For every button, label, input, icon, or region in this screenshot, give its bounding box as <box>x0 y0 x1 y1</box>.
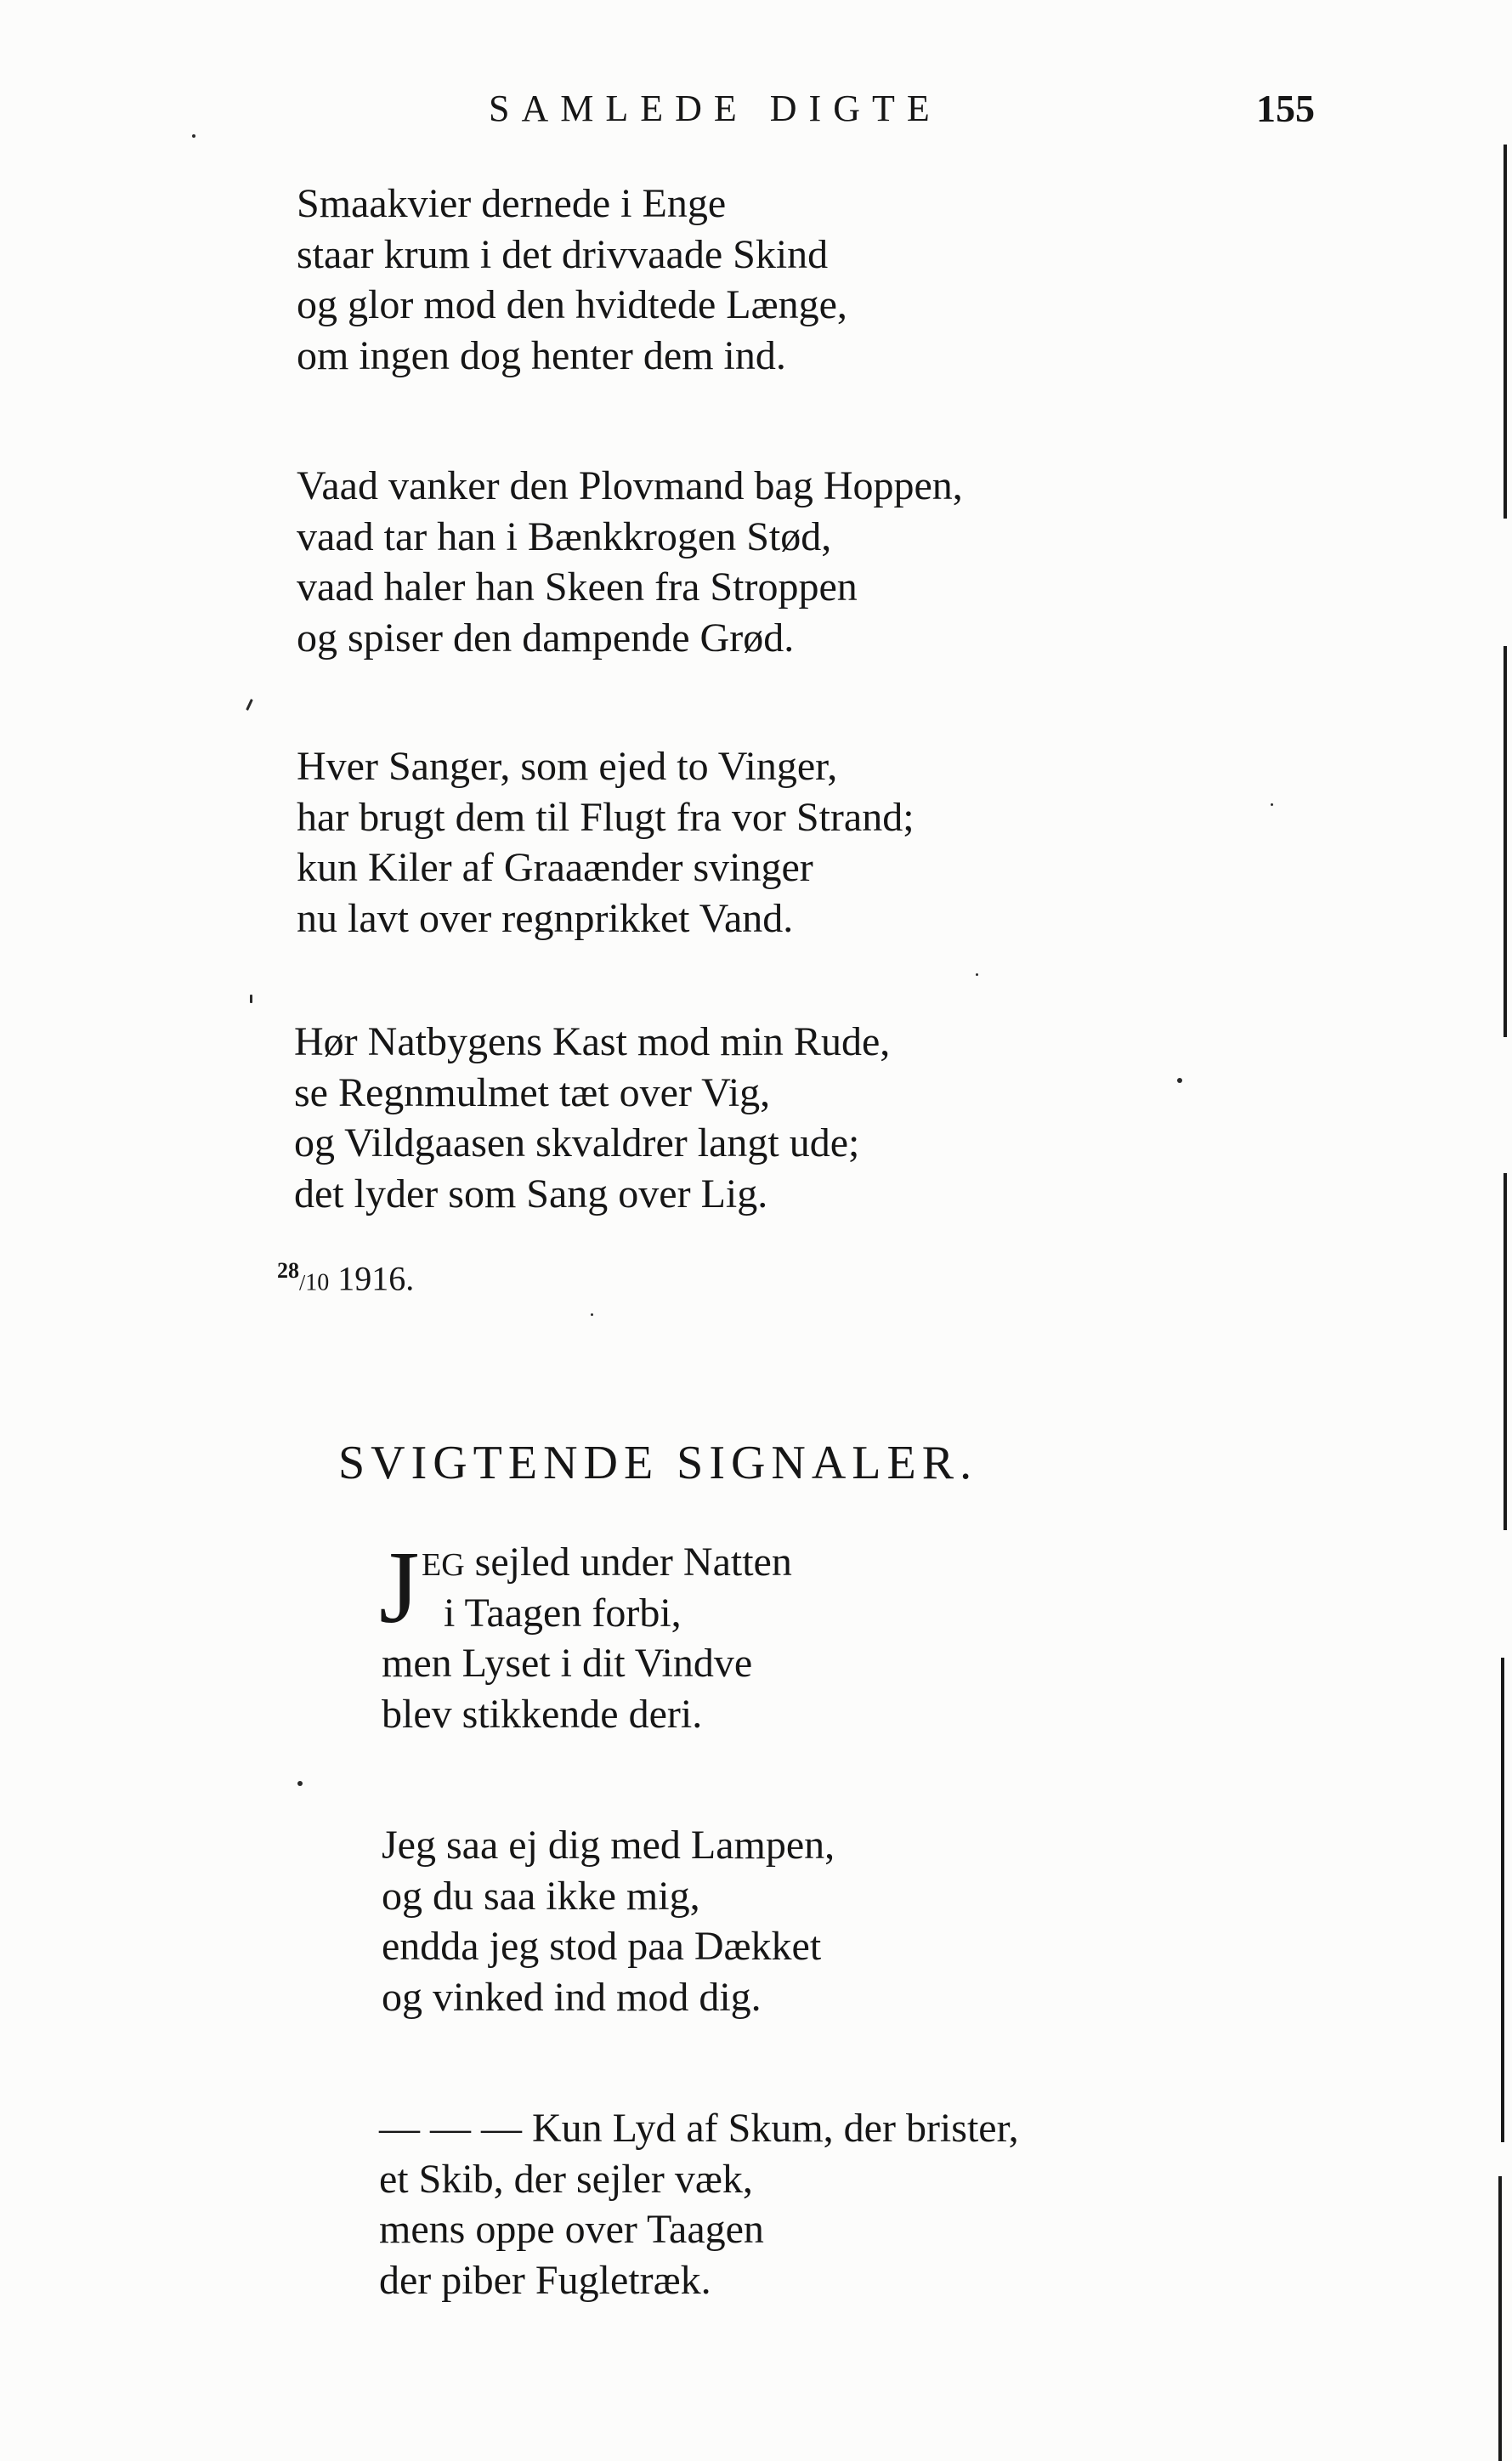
verse-line: kun Kiler af Graaænder svinger <box>297 845 813 890</box>
first-word-rest: EG <box>422 1547 465 1583</box>
verse-line: nu lavt over regnprikket Vand. <box>297 895 794 941</box>
poem1-stanza-2 <box>297 461 963 663</box>
verse-line <box>422 1537 792 1591</box>
date-month: 10 <box>305 1269 330 1296</box>
verse-line: Vaad vanker den Plovmand bag Hoppen, <box>297 463 963 508</box>
verse-line: og Vildgaasen skvaldrer langt ude; <box>294 1120 860 1165</box>
verse-line: Hver Sanger, som ejed to Vinger, <box>297 744 838 789</box>
scan-edge-line <box>1498 2176 1502 2461</box>
scan-speck <box>192 134 195 138</box>
scan-speck <box>250 995 252 1003</box>
poem-date: $^{28}$/10 1916. <box>277 1258 415 1298</box>
verse-line: et Skib, der sejler væk, <box>379 2156 753 2202</box>
poem1-stanza-4 <box>294 1017 890 1219</box>
scan-speck <box>297 1781 303 1786</box>
date-day: 28 <box>277 1258 299 1283</box>
verse-line: endda jeg stod paa Dækket <box>382 1924 822 1969</box>
verse-line: og glor mod den hvidtede Længe, <box>297 282 847 327</box>
verse-line: vaad tar han i Bænkkrogen Stød, <box>297 513 832 559</box>
poem1-stanza-1 <box>297 179 847 381</box>
verse-line: staar krum i det drivvaade Skind <box>297 231 829 277</box>
page-number: 155 <box>1256 87 1315 130</box>
verse-line: og spiser den dampende Grød. <box>297 615 795 661</box>
verse-line: — — — Kun Lyd af Skum, der brister, <box>379 2106 1019 2151</box>
verse-line: om ingen dog henter dem ind. <box>297 332 786 378</box>
verse-line: i Taagen forbi, <box>444 1590 682 1636</box>
poem2-stanza-2 <box>382 1820 835 2022</box>
scan-edge-line <box>1504 1173 1507 1530</box>
drop-cap: J <box>379 1530 420 1645</box>
poem2-stanza-3 <box>379 2103 1019 2305</box>
poem2-stanza-1-rest <box>382 1638 752 1739</box>
verse-line: og vinked ind mod dig. <box>382 1974 762 2020</box>
verse-line: vaad haler han Skeen fra Stroppen <box>297 564 858 610</box>
poem-title: SVIGTENDE SIGNALER. <box>338 1437 978 1489</box>
scan-edge-line <box>1504 145 1507 519</box>
scan-speck <box>1177 1078 1182 1083</box>
running-head: SAMLEDE DIGTE <box>489 88 942 129</box>
scan-speck <box>976 973 978 976</box>
verse-line: Hør Natbygens Kast mod min Rude, <box>294 1019 891 1064</box>
scan-edge-line <box>1504 646 1507 1037</box>
scan-speck <box>591 1313 593 1316</box>
poem1-stanza-3 <box>297 741 915 944</box>
first-line-rest: sejled under Natten <box>464 1540 792 1585</box>
verse-line: men Lyset i dit Vindve <box>382 1641 753 1686</box>
scan-speck <box>1271 803 1273 806</box>
verse-line: det lyder som Sang over Lig. <box>294 1171 768 1216</box>
scan-edge-line <box>1501 1658 1504 2142</box>
verse-line: og du saa ikke mig, <box>382 1873 700 1919</box>
verse-line: Jeg saa ej dig med Lampen, <box>382 1823 835 1868</box>
verse-line: har brugt dem til Flugt fra vor Strand; <box>297 794 915 840</box>
verse-line: se Regnmulmet tæt over Vig, <box>294 1069 771 1115</box>
verse-line: Smaakvier dernede i Enge <box>297 181 727 226</box>
verse-line: der piber Fugletræk. <box>379 2257 711 2303</box>
scan-speck <box>246 699 253 711</box>
date-year: 1916. <box>337 1259 415 1298</box>
verse-line: mens oppe over Taagen <box>379 2207 764 2252</box>
verse-line: blev stikkende deri. <box>382 1691 703 1737</box>
